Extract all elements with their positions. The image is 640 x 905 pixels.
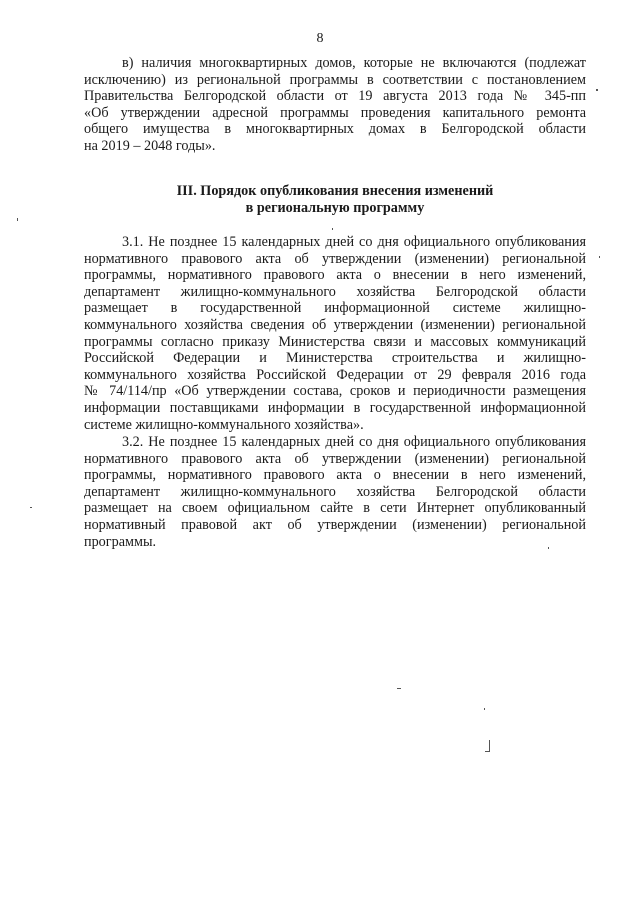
paragraph-3-1 [84, 234, 586, 433]
paragraph-line: нормативный правовой акт об утверждении (изменении) региональной [84, 516, 586, 533]
paragraph-line: департамент жилищно-коммунального хозяйства Белгородской области [84, 483, 586, 500]
paragraph-line: коммунального хозяйства Российской Федерации от 29 февраля 2016 года [84, 366, 586, 383]
paragraph-line: коммунального хозяйства сведения об утверждении (изменении) региональной [84, 316, 586, 333]
scan-speck [17, 218, 18, 221]
intro-line: Правительства Белгородской области от 19 августа 2013 года № 345-пп [84, 88, 586, 105]
scan-speck [548, 547, 549, 549]
paragraph-line: размещает на своем официальном сайте в сети Интернет опубликованный [84, 500, 586, 517]
intro-line: в) наличия многоквартирных домов, которые не включаются (подлежат [122, 55, 586, 71]
paragraph-line: департамент жилищно-коммунального хозяйства Белгородской области [84, 283, 586, 300]
paragraph-line: программы, нормативного правового акта о внесении в него изменений, [84, 467, 586, 484]
scan-speck [332, 228, 333, 230]
scan-speck [489, 740, 490, 752]
paragraph-line: информации поставщиками информации в государственной информационной [84, 399, 586, 416]
paragraph-line: № 74/114/пр «Об утверждении состава, сроков и периодичности размещения [84, 383, 586, 400]
section-heading [84, 183, 586, 217]
paragraph-line: системе жилищно-коммунального хозяйства». [84, 416, 364, 433]
scan-speck [485, 751, 489, 752]
paragraph-line: нормативного правового акта об утверждении (изменении) региональной [84, 250, 586, 267]
paragraph-line: программы согласно приказу Министерства связи и массовых коммуникаций [84, 333, 586, 350]
intro-paragraph [84, 55, 586, 155]
scan-speck [397, 688, 401, 689]
paragraph-line: размещает в государственной информационной системе жилищно- [84, 300, 586, 317]
intro-line: на 2019 – 2048 годы». [84, 137, 216, 154]
section-heading-line: в региональную программу [245, 200, 425, 216]
paragraph-line: программы, нормативного правового акта о внесении в него изменений, [84, 267, 586, 284]
paragraph-line: 3.1. Не позднее 15 календарных дней со дня официального опубликования [122, 234, 586, 250]
paragraph-line: программы. [84, 533, 157, 550]
intro-line: исключению) из региональной программы в соответствии с постановлением [84, 71, 586, 88]
scan-speck [596, 89, 598, 91]
scan-speck [30, 507, 32, 508]
scan-speck [484, 708, 485, 710]
scan-speck [599, 256, 600, 258]
intro-line: общего имущества в многоквартирных домах в Белгородской области [84, 121, 586, 138]
section-heading-line: III. Порядок опубликования внесения изменений [176, 183, 494, 199]
paragraph-3-2 [84, 434, 586, 550]
paragraph-line: 3.2. Не позднее 15 календарных дней со дня официального опубликования [122, 434, 586, 450]
paragraph-line: Российской Федерации и Министерства строительства и жилищно- [84, 350, 586, 367]
paragraph-line: нормативного правового акта об утверждении (изменении) региональной [84, 450, 586, 467]
page-number: 8 [316, 31, 324, 46]
intro-line: «Об утверждении адресной программы проведения капитального ремонта [84, 104, 586, 121]
